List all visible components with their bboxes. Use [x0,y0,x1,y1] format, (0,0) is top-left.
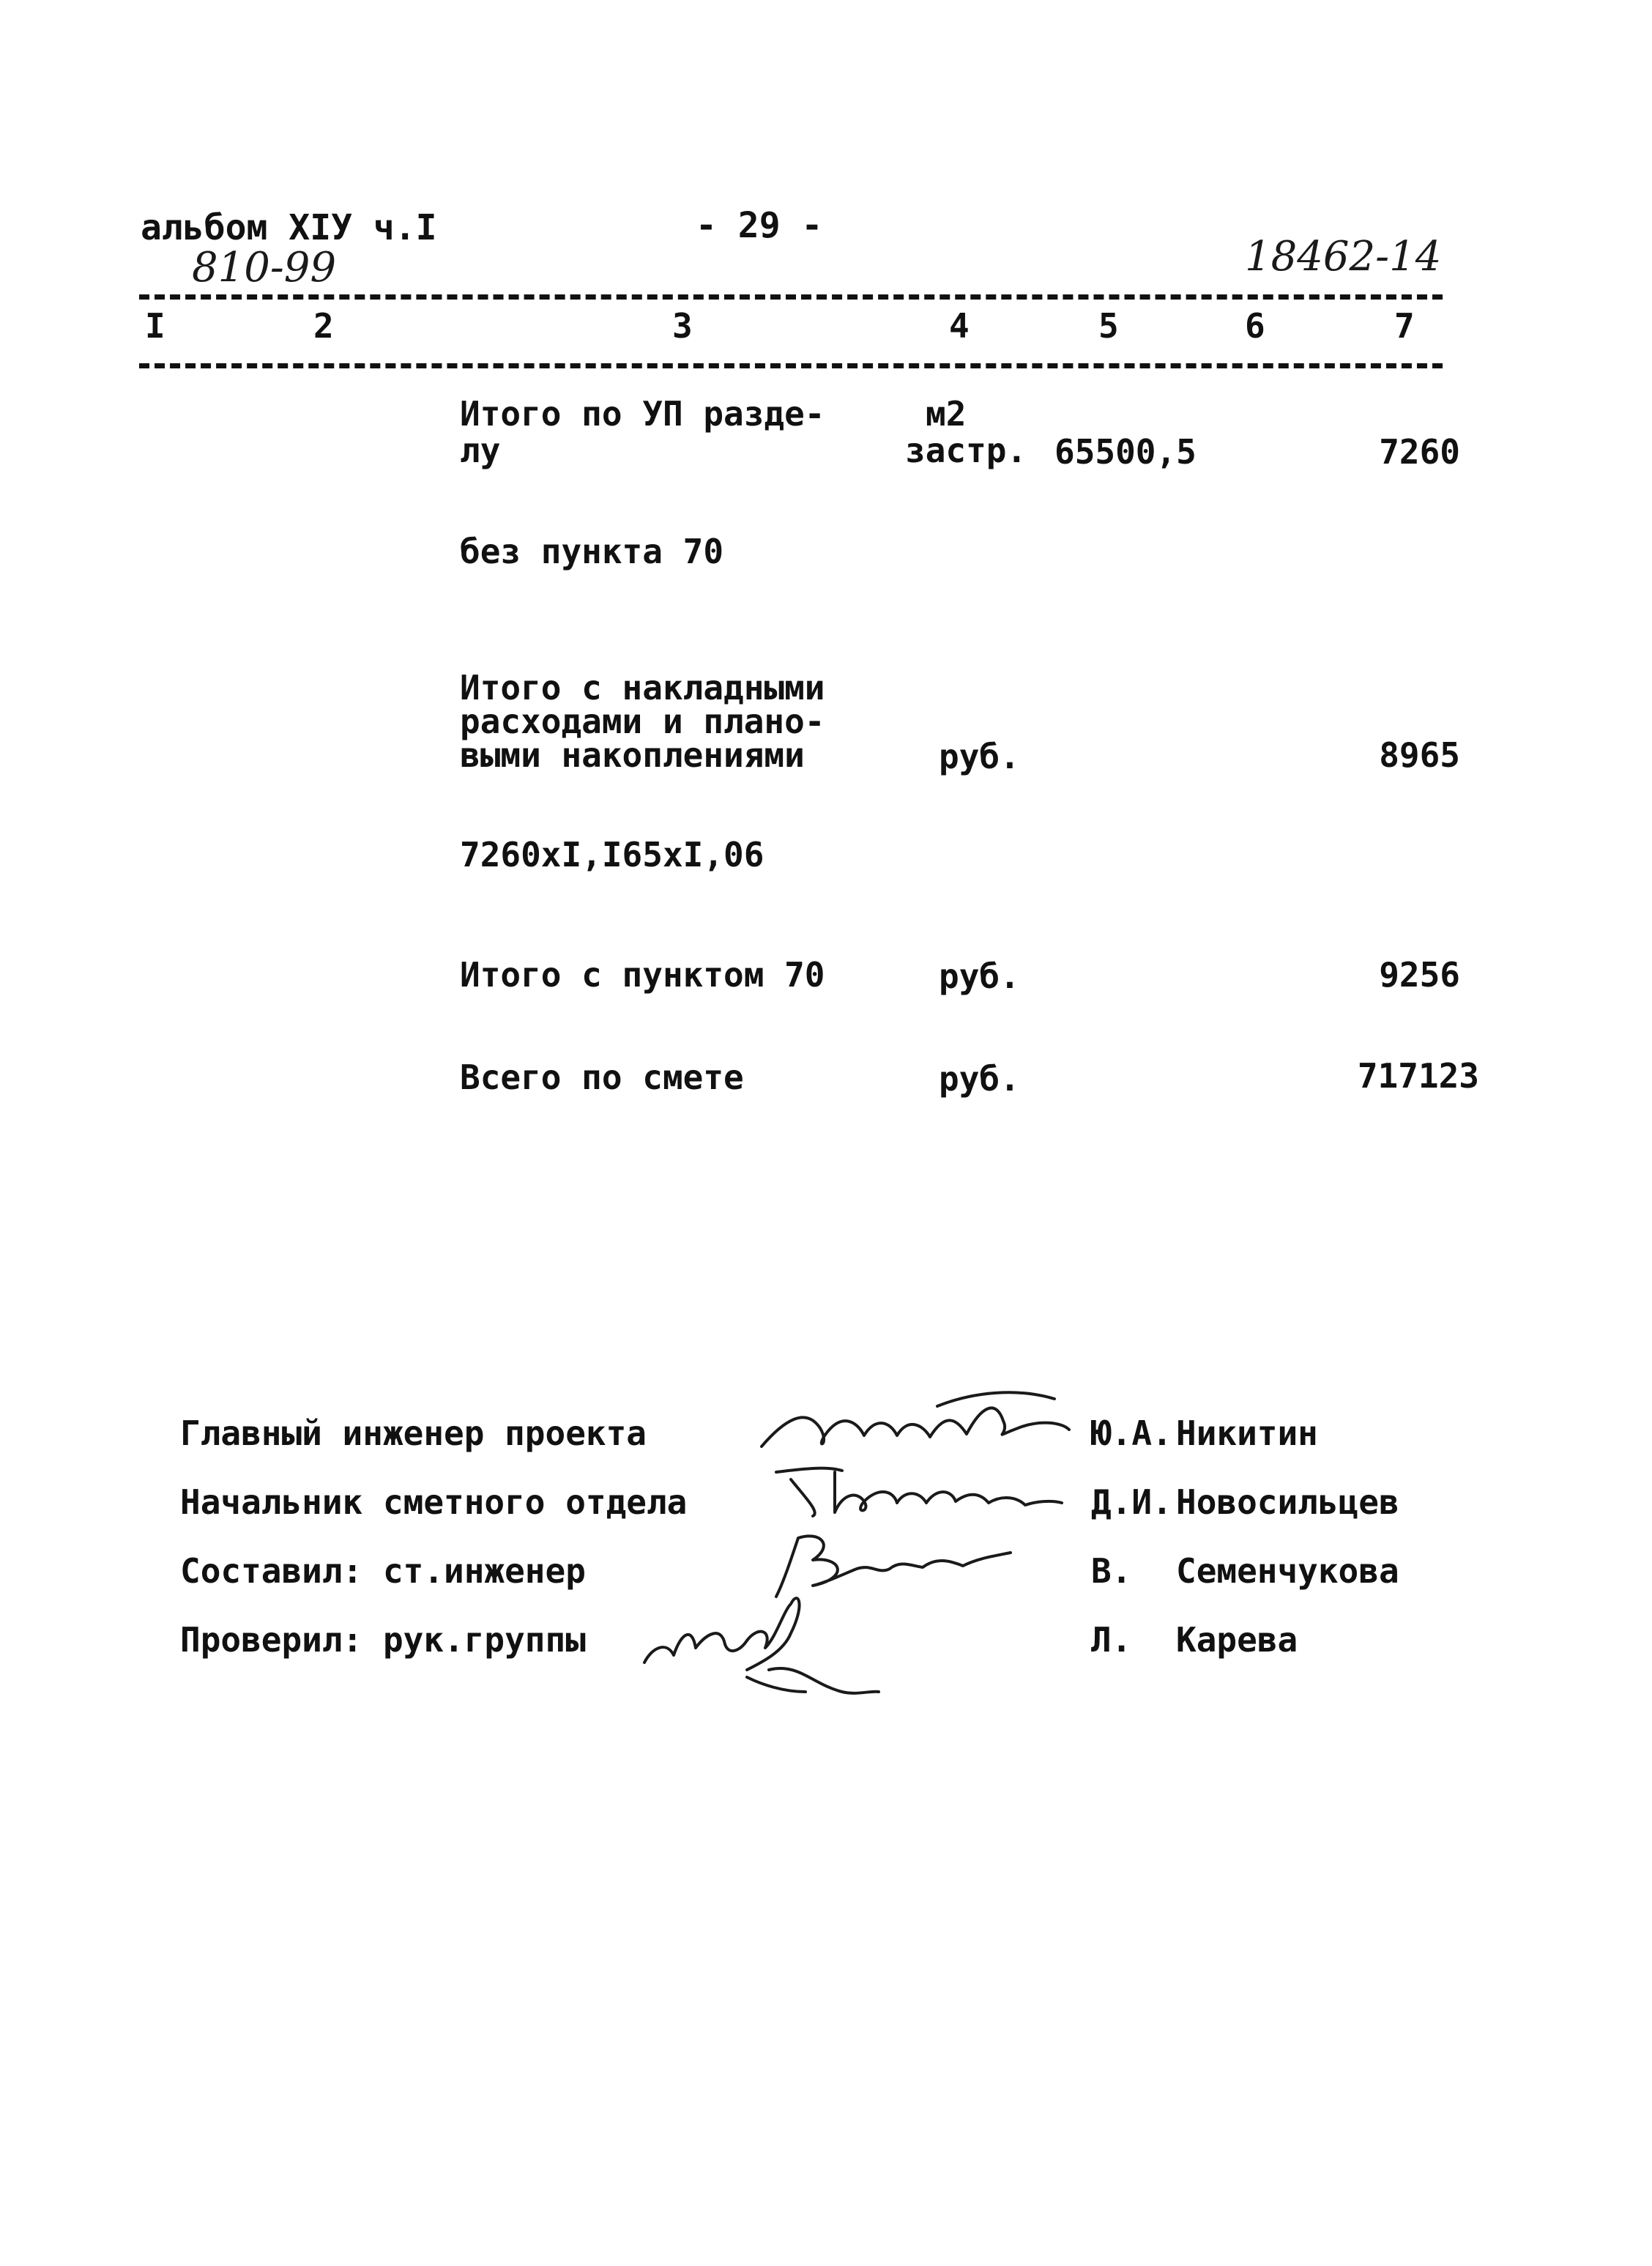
column-number: 5 [1098,306,1119,346]
row-total: 8965 [1379,735,1460,775]
table-row [460,668,825,775]
signature-initials: Л. [1091,1620,1132,1660]
signature-initials: Ю.А. [1091,1414,1172,1453]
signature-role: Составил: ст.инженер [180,1551,586,1591]
page-number: - 29 - [696,205,823,246]
row-description-line: расходами и плано- [460,702,825,741]
handwritten-doc-number: 18462-14 [1245,233,1442,281]
signature-initials: В. [1091,1551,1132,1591]
column-number: 2 [313,306,334,346]
signature-role: Начальник сметного отдела [180,1482,688,1522]
row-description-line: Итого с пунктом 70 [460,955,825,995]
row-unit: руб. [939,1059,1020,1099]
row-unit [905,395,1027,469]
row-quantity: 65500,5 [1054,432,1197,472]
header-rule-bottom [139,363,1443,368]
table-row [460,395,825,469]
row-unit: руб. [939,737,1020,776]
signature-role: Главный инженер проекта [180,1414,647,1453]
row-unit: руб. [939,956,1020,996]
signature-role: Проверил: рук.группы [180,1620,586,1660]
row-description-line: без пункта 70 [460,532,724,571]
signature-surname: Семенчукова [1176,1551,1399,1591]
row-description-line: Всего по смете [460,1058,744,1097]
signature-surname: Никитин [1176,1414,1318,1453]
column-number: 3 [672,306,693,346]
signature-surname: Карева [1176,1620,1298,1660]
row-description-line: выми накоплениями [460,735,805,775]
column-number: 4 [949,306,970,346]
row-unit-line: застр. [905,431,1027,470]
row-total: 717123 [1357,1056,1479,1096]
row-description-line: Итого по УП разде- [460,394,825,434]
row-description-line: 7260xI,I65xI,06 [460,835,764,874]
column-number: 6 [1245,306,1265,346]
row-description-line: Итого с накладными [460,668,825,707]
signature-scribble-4 [637,1582,886,1706]
header-rule-top [139,294,1443,300]
row-total: 7260 [1379,432,1460,472]
column-number: 7 [1394,306,1415,346]
row-description-line: лу [460,431,501,470]
album-label: альбом ХIУ ч.I [141,207,437,248]
column-number: I [145,306,165,346]
handwritten-doc-code: 810-99 [192,244,337,291]
row-unit-line: м2 [926,394,967,434]
row-total: 9256 [1379,955,1460,995]
signature-initials: Д.И. [1091,1482,1172,1522]
signature-scribble-1 [754,1377,1076,1457]
signature-scribble-2 [762,1457,1069,1523]
signature-surname: Новосильцев [1176,1482,1399,1522]
